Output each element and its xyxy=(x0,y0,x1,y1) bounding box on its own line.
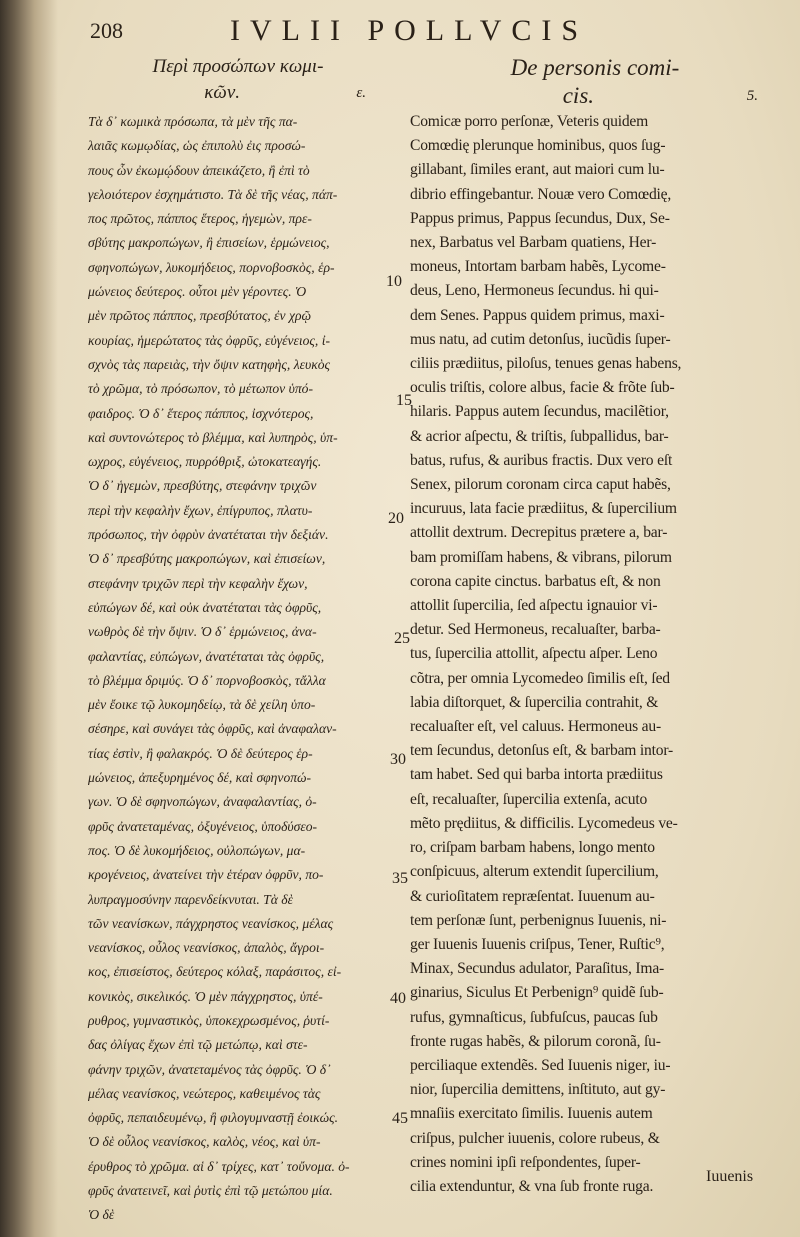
latin-text-line: tam habet. Sed qui barba intorta prædiitus xyxy=(410,766,663,784)
greek-text-line: Ὁ δ᾽ πρεσβύτης μακροπώγων, καὶ ἐπισείων, xyxy=(88,551,326,567)
margin-number: 15 xyxy=(396,392,412,409)
latin-text-line: corona capite cinctus. barbatus eſt, & non xyxy=(410,572,661,590)
greek-text-line: δας ὀλίγας ἔχων ἐπὶ τῷ μετώπῳ, καὶ στε- xyxy=(88,1037,308,1053)
greek-text-line: μὲν ἔοικε τῷ λυκομηδείῳ, τὰ δὲ χείλη ὑπο- xyxy=(88,697,316,713)
greek-text-line: φρῦς ἀνατεταμένας, ὀξυγένειος, ὑποδύσεο- xyxy=(88,818,318,834)
binding-gutter xyxy=(0,0,58,1237)
latin-text-line: recaluaſter eſt, vel caluus. Hermoneus au- xyxy=(410,718,661,736)
latin-section-mark: 5. xyxy=(746,88,758,104)
greek-text-line: τὸ χρῶμα, τὸ πρόσωπον, τὸ μέτωπον ὑπό- xyxy=(88,381,313,397)
latin-text-line: deus, Leno, Hermoneus ſecundus. hi qui- xyxy=(410,282,659,300)
latin-text-line: cilia extenduntur, & vna ſub fronte ruga. xyxy=(410,1177,654,1195)
latin-text-line: tem ſecundus, detonſus eſt, & barbam intor- xyxy=(410,742,674,760)
greek-text-line: μώνειος, ἀπεξυρημένος δέ, καὶ σφηνοπώ- xyxy=(88,770,312,786)
latin-text-line: hilaris. Pappus autem ſecundus, macilẽtior, xyxy=(410,403,669,421)
latin-text-line: gillabant, ſimiles erant, aut maiori cum lu- xyxy=(410,161,665,179)
latin-text-line: conſpicuus, alterum extendit ſupercilium, xyxy=(410,863,659,881)
latin-text-line: Senex, pilorum coronam circa caput habẽs, xyxy=(410,476,671,494)
greek-text-line: κρογένειος, ἀνατείνει τὴν ἑτέραν ὀφρῦν, πο- xyxy=(88,867,324,883)
greek-text-line: νωθρὸς δὲ τὴν ὄψιν. Ὁ δ᾽ ἑρμώνειος, ἀνα- xyxy=(88,624,317,640)
greek-text-line: μὲν πρῶτος πάππος, πρεσβύτατος, ἐν χρῷ xyxy=(88,308,312,324)
latin-text-line: mẽto prędiitus, & difficilis. Lycomedeus ve- xyxy=(410,814,678,832)
greek-text-line: τίας ἐστὶν, ἢ φαλακρός. Ὁ δὲ δεύτερος ἑρ- xyxy=(88,745,313,761)
greek-text-line: Ὁ δὲ xyxy=(88,1207,115,1223)
greek-text-line: φαλαντίας, εὐπώγων, ἀνατέταται τὰς ὀφρῦς, xyxy=(88,648,325,664)
margin-number: 45 xyxy=(392,1110,408,1127)
latin-text-line: dibrio effingebantur. Nouæ vero Comœdię, xyxy=(410,185,672,203)
latin-text-line: rufus, gymnaſticus, ſubfuſcus, paucas ſub xyxy=(410,1008,658,1026)
latin-text-line: dem Senes. Pappus quidem primus, maxi- xyxy=(410,306,665,324)
latin-text-line: fronte rugas habẽs, & pilorum coronã, ſu- xyxy=(410,1032,661,1050)
greek-text-line: Ὁ δὲ οὖλος νεανίσκος, καλὸς, νέος, καὶ ὑπ- xyxy=(88,1134,321,1150)
latin-text-line: ger Iuuenis Iuuenis criſpus, Tener, Ruſtic⁹, xyxy=(410,935,665,953)
greek-column xyxy=(88,54,388,1228)
latin-text-line: incuruus, lata facie prædiitus, & ſupercilium xyxy=(410,500,677,518)
greek-text-line: τῶν νεανίσκων, πάγχρηστος νεανίσκος, μέλας xyxy=(88,915,334,931)
margin-number: 35 xyxy=(392,870,408,887)
greek-text-line: νεανίσκος, οὖλος νεανίσκος, ἁπαλὸς, ἄγροι- xyxy=(88,940,325,956)
latin-text-line: nex, Barbatus vel Barbam quatiens, Her- xyxy=(410,234,657,252)
greek-text-line: λυπραγμοσύνην παρενδείκνυται. Τὰ δὲ xyxy=(88,891,293,907)
latin-text-line: Pappus primus, Pappus ſecundus, Dux, Se- xyxy=(410,209,670,227)
latin-text-line: tus, ſupercilia attollit, aſpectu aſper. Leno xyxy=(410,645,658,663)
greek-text-line: στεφάνην τριχῶν περὶ τὴν κεφαλὴν ἔχων, xyxy=(88,575,308,591)
greek-text-line: σβύτης μακροπώγων, ἢ ἐπισείων, ἑρμώνειος, xyxy=(88,235,330,251)
page-number: 208 xyxy=(90,18,123,43)
greek-text-line: φαιδρος. Ὁ δ᾽ ἕτερος πάππος, ἰσχνότερος, xyxy=(88,405,314,421)
greek-text-line: πος πρῶτος, πάππος ἕτερος, ἡγεμὼν, πρε- xyxy=(88,211,312,227)
greek-text-line: ρυθρος, γυμναστικὸς, ὑποκεχρωσμένος, ῥυτί- xyxy=(88,1012,330,1028)
latin-column xyxy=(410,54,780,1199)
greek-text-body xyxy=(88,110,388,1228)
greek-heading-line-1: Περὶ προσώπων κωμι- xyxy=(152,56,324,77)
greek-text-line: λαιᾶς κωμῳδίας, ὡς ἐπιπολὺ ἐις προσώ- xyxy=(88,138,306,154)
margin-number: 40 xyxy=(390,990,406,1007)
greek-text-line: μώνειος δεύτερος. οὗτοι μὲν γέροντες. Ὁ xyxy=(88,284,307,300)
greek-text-line: κος, ἐπισείστος, δεύτερος κόλαξ, παράσιτος, εἰ- xyxy=(88,964,342,980)
greek-text-line: γων. Ὁ δὲ σφηνοπώγων, ἀναφαλαντίας, ὀ- xyxy=(88,794,317,810)
latin-text-line: tem perſonæ ſunt, perbenignus Iuuenis, ni- xyxy=(410,911,667,929)
latin-text-line: criſpus, pulcher iuuenis, colore rubeus, & xyxy=(410,1129,660,1147)
greek-text-line: γελοιότερον ἐσχημάτιστο. Τὰ δὲ τῆς νέας, πάπ- xyxy=(88,186,338,202)
greek-text-line: Ὁ δ᾽ ἡγεμὼν, πρεσβύτης, στεφάνην τριχῶν xyxy=(88,478,317,494)
margin-number: 10 xyxy=(386,273,402,290)
greek-section-mark: ε. xyxy=(356,85,366,101)
latin-text-line: ciliis prædiitus, piloſus, tenues genas habens, xyxy=(410,355,682,373)
latin-text-line: detur. Sed Hermoneus, recaluaſter, barba- xyxy=(410,621,661,639)
latin-text-line: labia diſtorquet, & ſupercilia contrahit, & xyxy=(410,693,659,711)
latin-text-line: bam promiſſam habens, & vibrans, pilorum xyxy=(410,548,672,566)
latin-text-line: oculis triſtis, colore albus, facie & frõte ſub- xyxy=(410,379,675,397)
latin-text-line: eſt, recaluaſter, ſupercilia extenſa, acuto xyxy=(410,790,648,808)
latin-text-line: mus natu, ad cutim detonſus, iucũdis ſuper- xyxy=(410,330,671,348)
running-title: IVLII POLLVCIS xyxy=(230,14,589,47)
greek-text-line: κουρίας, ἡμερώτατος τὰς ὀφρῦς, εὐγένειος, ἰ- xyxy=(88,332,331,348)
latin-heading-line-2 xyxy=(410,82,780,110)
latin-text-line: attollit dextrum. Decrepitus prætere a, bar- xyxy=(410,524,668,542)
greek-text-line: σφηνοπώγων, λυκομήδειος, πορνοβοσκὸς, ἑρ- xyxy=(88,259,335,275)
latin-text-line: Comicæ porro perſonæ, Veteris quidem xyxy=(410,113,649,130)
greek-text-line: σέσηρε, καὶ συνάγει τὰς ὀφρῦς, καὶ ἀναφαλαν- xyxy=(88,721,337,737)
latin-text-line: perciliaque extendẽs. Sed Iuuenis niger, iu- xyxy=(410,1056,671,1074)
greek-text-line: πρόσωπος, τὴν ὀφρὺν ἀνατέταται τὴν δεξιάν. xyxy=(88,527,329,543)
margin-number: 25 xyxy=(394,630,410,647)
greek-heading-text: κῶν. xyxy=(204,82,241,103)
latin-text-line: crines nomini ipſi reſpondentes, ſuper- xyxy=(410,1153,641,1171)
greek-text-line: πος. Ὁ δὲ λυκομήδειος, οὐλοπώγων, μα- xyxy=(88,842,306,858)
greek-text-line: έρυθρος τὸ χρῶμα. αἱ δ᾽ τρίχες, κατ᾽ τοὔνομα. ὀ- xyxy=(88,1158,350,1174)
greek-text-line: πους ὧν ἐκωμῴδουν ἀπεικάζετο, ἢ ἐπὶ τὸ xyxy=(88,162,310,178)
greek-text-line: τὸ βλέμμα δριμύς. Ὁ δ᾽ πορνοβοσκὸς, τἄλλα xyxy=(88,672,326,688)
greek-text-line: ὀφρῦς, πεπαιδευμένῳ, ἢ φιλογυμναστῇ ἐοικώς. xyxy=(88,1110,339,1126)
latin-catchword: Iuuenis xyxy=(706,1168,754,1185)
greek-text-line: φρῦς ἀνατεινεῖ, καὶ ῥυτὶς ἐπὶ τῷ μετώπου μία. xyxy=(88,1183,333,1199)
latin-text-line: nior, ſupercilia demittens, inſtituto, aut gy- xyxy=(410,1081,666,1099)
greek-text-line: περὶ τὴν κεφαλὴν ἔχων, ἐπίγρυπος, πλατυ- xyxy=(88,502,313,518)
latin-text-line: Comœdię plerunque hominibus, quos ſug- xyxy=(410,137,666,155)
latin-text-body xyxy=(410,110,780,1199)
greek-text-line: σχνὸς τὰς παρειὰς, τὴν ὄψιν κατηφὴς, λευκὸς xyxy=(88,356,331,372)
latin-text-line: & acrior aſpectu, & triſtis, ſubpallidus, bar- xyxy=(410,427,669,445)
page-header xyxy=(90,14,780,50)
greek-text-line: μέλας νεανίσκος, νεώτερος, καθειμένος τὰς xyxy=(88,1085,321,1101)
greek-text-line: κονικὸς, σικελικός. Ὁ μὲν πάγχρηστος, ὑπέ- xyxy=(88,988,323,1004)
latin-text-line: & curioſitatem repræſentat. Iuuenum au- xyxy=(410,887,655,905)
greek-text-line: Τὰ δ᾽ κωμικὰ πρόσωπα, τὰ μὲν τῆς πα- xyxy=(88,114,298,129)
latin-heading-line-1: De personis comi- xyxy=(510,55,680,80)
greek-text-line: καὶ συντονώτερος τὸ βλέμμα, καὶ λυπηρὸς, ὑπ- xyxy=(88,429,338,445)
greek-text-line: ωχρος, εὐγένειος, πυρρόθριξ, ὠτοκατεαγής. xyxy=(88,454,322,470)
latin-text-line: batus, rufus, & auribus fractis. Dux vero eſt xyxy=(410,451,673,469)
latin-heading-text: cis. xyxy=(562,83,595,108)
latin-text-line: Minax, Secundus adulator, Paraſitus, Ima- xyxy=(410,960,665,978)
margin-number: 30 xyxy=(390,751,406,768)
latin-text-line: attollit ſupercilia, ſed aſpectu ignauior vi- xyxy=(410,597,658,615)
latin-text-line: ginarius, Siculus Et Perbenign⁹ quidẽ ſub- xyxy=(410,984,664,1002)
margin-number: 20 xyxy=(388,510,404,527)
latin-text-line: moneus, Intortam barbam habẽs, Lycome- xyxy=(410,258,666,276)
latin-text-line: ro, criſpam barbam habens, longo mento xyxy=(410,839,655,857)
greek-text-line: εὐπώγων δέ, καὶ οὐκ ἀνατέταται τὰς ὀφρῦς, xyxy=(88,599,322,615)
latin-text-line: mnaſiis exercitato ſimilis. Iuuenis autem xyxy=(410,1105,653,1123)
greek-heading-line-2 xyxy=(88,80,388,106)
latin-text-line: cõtra, per omnia Lycomedeo ſimilis eſt, ſed xyxy=(410,669,670,687)
greek-text-line: φάνην τριχῶν, ἀνατεταμένος τὰς ὀφρῦς. Ὁ δ᾽ xyxy=(88,1061,331,1077)
